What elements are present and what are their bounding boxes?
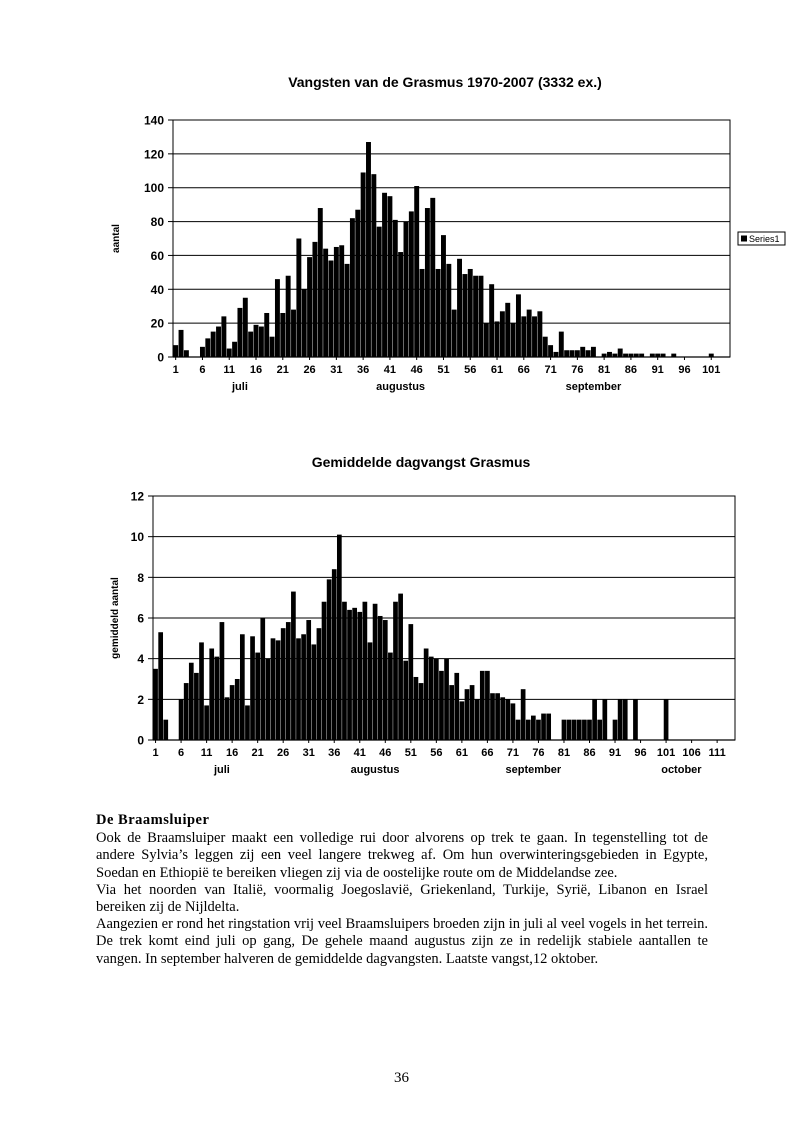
y-tick-label: 4 xyxy=(137,652,144,667)
y-tick-label: 6 xyxy=(137,611,144,626)
bar xyxy=(500,697,505,740)
bar xyxy=(373,604,378,740)
page-number: 36 xyxy=(394,1070,409,1086)
x-tick-label: 86 xyxy=(583,747,596,759)
bar xyxy=(214,657,219,740)
month-label: augustus xyxy=(350,764,400,776)
bar xyxy=(254,325,259,357)
month-label: september xyxy=(505,764,562,776)
bar xyxy=(296,239,301,358)
x-tick-label: 106 xyxy=(682,747,701,759)
bar xyxy=(446,264,451,357)
bar xyxy=(449,685,454,740)
bar xyxy=(311,644,316,740)
x-tick-label: 101 xyxy=(702,364,721,376)
bar xyxy=(393,220,398,357)
y-tick-label: 140 xyxy=(143,113,164,128)
bar xyxy=(511,323,516,357)
bar xyxy=(245,705,250,740)
x-tick-label: 1 xyxy=(172,364,179,376)
bar xyxy=(307,257,312,357)
bar xyxy=(211,332,216,357)
y-tick-label: 40 xyxy=(150,282,164,297)
bar xyxy=(470,685,475,740)
bar xyxy=(537,311,542,357)
bar xyxy=(357,612,362,740)
bar xyxy=(536,720,541,740)
x-tick-label: 86 xyxy=(624,364,638,376)
bar xyxy=(260,618,265,740)
bar xyxy=(383,620,388,740)
bar xyxy=(270,337,275,357)
x-tick-label: 1 xyxy=(152,747,159,759)
bar xyxy=(199,642,204,740)
bar xyxy=(240,634,245,740)
bar xyxy=(439,671,444,740)
bar xyxy=(255,653,260,740)
bar xyxy=(275,279,280,357)
bar xyxy=(388,653,393,740)
y-tick-label: 10 xyxy=(130,530,144,545)
bar xyxy=(220,622,225,740)
bar xyxy=(430,198,435,357)
bar xyxy=(153,669,158,740)
y-tick-label: 0 xyxy=(137,733,144,748)
bar xyxy=(414,677,419,740)
bar xyxy=(429,657,434,740)
x-tick-label: 91 xyxy=(651,364,664,376)
bar xyxy=(237,308,242,357)
bar xyxy=(460,701,465,740)
x-tick-label: 56 xyxy=(464,364,477,376)
bar xyxy=(580,347,585,357)
bar xyxy=(570,350,575,357)
bar xyxy=(332,569,337,740)
bar xyxy=(264,313,269,357)
bar xyxy=(473,276,478,357)
y-axis-label: aantal xyxy=(111,224,122,253)
bar xyxy=(420,269,425,357)
bar xyxy=(235,679,240,740)
bar xyxy=(334,247,339,357)
bar xyxy=(408,624,413,740)
bar xyxy=(436,269,441,357)
bar xyxy=(322,602,327,740)
x-tick-label: 11 xyxy=(200,747,213,759)
bar xyxy=(205,338,210,357)
legend xyxy=(738,232,785,245)
bar xyxy=(378,616,383,740)
bar xyxy=(179,699,184,740)
bar xyxy=(511,703,516,740)
bar xyxy=(312,242,317,357)
month-label: september xyxy=(565,381,622,393)
bar xyxy=(462,274,467,357)
x-tick-label: 6 xyxy=(199,364,206,376)
bar xyxy=(337,535,342,740)
x-tick-label: 66 xyxy=(517,364,530,376)
bar xyxy=(352,608,357,740)
bar xyxy=(500,311,505,357)
chart-title: Gemiddelde dagvangst Grasmus xyxy=(311,454,531,470)
bar xyxy=(243,298,248,357)
bar xyxy=(286,276,291,357)
bar xyxy=(516,294,521,357)
x-tick-label: 11 xyxy=(223,364,236,376)
bar xyxy=(521,316,526,357)
bar xyxy=(553,352,558,357)
x-tick-label: 66 xyxy=(481,747,494,759)
x-tick-label: 81 xyxy=(598,364,611,376)
chart-gemiddelde-dagvangst xyxy=(0,445,803,800)
y-tick-label: 8 xyxy=(137,570,144,585)
bar xyxy=(387,196,392,357)
bar xyxy=(339,245,344,357)
x-tick-label: 26 xyxy=(277,747,290,759)
bar xyxy=(414,186,419,357)
bar xyxy=(301,634,306,740)
x-tick-label: 41 xyxy=(353,747,366,759)
bar xyxy=(562,720,567,740)
x-tick-label: 76 xyxy=(532,747,545,759)
x-tick-label: 81 xyxy=(557,747,571,759)
bar xyxy=(204,705,209,740)
bar xyxy=(318,208,323,357)
x-tick-label: 31 xyxy=(302,747,315,759)
x-tick-label: 26 xyxy=(303,364,316,376)
bar xyxy=(361,172,366,357)
bar xyxy=(452,310,457,357)
bar xyxy=(189,663,194,740)
chart-vangsten-svg xyxy=(0,60,803,420)
x-tick-label: 31 xyxy=(330,364,343,376)
bar xyxy=(484,323,489,357)
legend-swatch xyxy=(741,236,747,242)
y-axis-label: gemiddeld aantal xyxy=(110,577,121,659)
x-tick-label: 111 xyxy=(708,747,726,759)
x-tick-label: 101 xyxy=(656,747,676,759)
bar xyxy=(393,602,398,740)
legend-label: Series1 xyxy=(749,234,780,244)
x-tick-label: 16 xyxy=(249,364,263,376)
y-tick-label: 100 xyxy=(143,181,164,196)
bar xyxy=(424,649,429,741)
bar xyxy=(457,259,462,357)
bar xyxy=(475,699,480,740)
x-tick-label: 46 xyxy=(410,364,423,376)
x-tick-label: 71 xyxy=(506,747,520,759)
bar xyxy=(582,720,587,740)
bar xyxy=(291,310,296,357)
bar xyxy=(664,699,669,740)
bar xyxy=(548,345,553,357)
bar xyxy=(179,330,184,357)
bar xyxy=(419,683,424,740)
bar xyxy=(441,235,446,357)
bar xyxy=(489,284,494,357)
text-braamsluiper xyxy=(96,812,708,968)
bar xyxy=(377,227,382,357)
bar xyxy=(586,350,591,357)
bar xyxy=(216,327,221,357)
bar xyxy=(618,699,623,740)
bar xyxy=(597,720,602,740)
y-tick-label: 80 xyxy=(150,215,164,230)
bar xyxy=(173,345,178,357)
bar xyxy=(541,714,546,740)
bar xyxy=(302,289,307,357)
bar xyxy=(363,602,368,740)
bar xyxy=(567,720,572,740)
bar xyxy=(355,210,360,357)
paragraph-1: Ook de Braamsluiper maakt een volledige rui door alvorens op trek te gaan. In tegenstelling tot de andere Sylvia’s leggen zij een veel langere trekweg af. Om hun overwinteringsgebieden in Egypte, Soedan en Ethiopië te bereiken vliegen zij via de oostelijke route om de Middelandse zee. xyxy=(96,830,708,881)
x-tick-label: 41 xyxy=(383,364,397,376)
section-heading: De Braamsluiper xyxy=(96,812,210,828)
bar xyxy=(398,252,403,357)
bar xyxy=(221,316,226,357)
y-tick-label: 60 xyxy=(150,248,164,263)
x-tick-label: 21 xyxy=(276,364,289,376)
bar xyxy=(200,347,205,357)
bar xyxy=(329,261,334,357)
bar xyxy=(323,249,328,357)
bar xyxy=(227,349,232,357)
chart-vangsten-grasmus xyxy=(0,60,803,425)
bar xyxy=(468,269,473,357)
y-tick-label: 2 xyxy=(137,692,144,707)
month-label: october xyxy=(661,764,702,776)
bar xyxy=(345,264,350,357)
bar xyxy=(184,683,189,740)
x-tick-label: 46 xyxy=(379,747,392,759)
bar xyxy=(591,347,596,357)
bar xyxy=(490,693,495,740)
paragraph-2: Via het noorden van Italië, voormalig Joegoslavië, Griekenland, Turkije, Syrië, Libanon en Israel bereiken zij de Nijldelta. xyxy=(96,881,708,916)
bar xyxy=(296,638,301,740)
bar xyxy=(248,332,253,357)
bar xyxy=(521,689,526,740)
bar xyxy=(465,689,470,740)
bar xyxy=(587,720,592,740)
bar xyxy=(366,142,371,357)
x-tick-label: 36 xyxy=(357,364,370,376)
bar xyxy=(425,208,430,357)
x-tick-label: 61 xyxy=(490,364,504,376)
bar xyxy=(232,342,237,357)
bar xyxy=(403,661,408,740)
bar xyxy=(516,720,521,740)
bar xyxy=(572,720,577,740)
bar xyxy=(276,640,281,740)
bar xyxy=(382,193,387,357)
bar xyxy=(564,350,569,357)
bar xyxy=(371,174,376,357)
bar xyxy=(577,720,582,740)
bar xyxy=(559,332,564,357)
bar xyxy=(281,628,286,740)
x-tick-label: 61 xyxy=(455,747,468,759)
bar xyxy=(505,303,510,357)
bar xyxy=(306,620,311,740)
x-tick-label: 96 xyxy=(678,364,691,376)
bar xyxy=(495,321,500,357)
chart-dagvangst-svg xyxy=(0,445,803,795)
month-label: augustus xyxy=(376,381,426,393)
x-tick-label: 56 xyxy=(430,747,443,759)
bar xyxy=(532,316,537,357)
bar xyxy=(259,327,264,357)
bar xyxy=(404,222,409,357)
bar xyxy=(271,638,276,740)
plot-area xyxy=(173,120,730,357)
x-tick-label: 51 xyxy=(404,747,417,759)
bar xyxy=(194,673,199,740)
y-tick-label: 20 xyxy=(150,316,164,331)
month-label: juli xyxy=(232,381,248,393)
bar xyxy=(575,350,580,357)
bar xyxy=(526,720,531,740)
x-tick-label: 71 xyxy=(544,364,557,376)
bar xyxy=(485,671,490,740)
bar xyxy=(495,693,500,740)
bar xyxy=(250,636,255,740)
bar xyxy=(398,594,403,740)
x-tick-label: 6 xyxy=(178,747,185,759)
bar xyxy=(327,579,332,740)
bar xyxy=(286,622,291,740)
bar xyxy=(280,313,285,357)
bar xyxy=(347,610,352,740)
bar xyxy=(409,211,414,357)
y-tick-label: 0 xyxy=(157,350,164,365)
bar xyxy=(291,592,296,740)
x-tick-label: 91 xyxy=(608,747,622,759)
bar xyxy=(505,699,510,740)
month-label: juli xyxy=(213,764,230,776)
y-tick-label: 12 xyxy=(130,489,144,504)
chart-title: Vangsten van de Grasmus 1970-2007 (3332 ex.) xyxy=(288,74,602,90)
bar xyxy=(602,699,607,740)
bar xyxy=(444,659,449,740)
bar xyxy=(531,716,536,740)
bar xyxy=(225,697,230,740)
bar xyxy=(546,714,551,740)
bar xyxy=(527,310,532,357)
x-tick-label: 96 xyxy=(634,747,647,759)
x-tick-label: 76 xyxy=(571,364,584,376)
bar xyxy=(342,602,347,740)
bar xyxy=(434,659,439,740)
y-tick-label: 120 xyxy=(143,147,164,162)
bar xyxy=(613,720,618,740)
bar xyxy=(623,699,628,740)
bar xyxy=(618,349,623,357)
bar xyxy=(592,699,597,740)
bar xyxy=(350,218,355,357)
bar xyxy=(317,628,322,740)
bar xyxy=(368,642,373,740)
x-tick-label: 51 xyxy=(437,364,450,376)
bar xyxy=(266,659,271,740)
bar xyxy=(543,337,548,357)
bar xyxy=(158,632,163,740)
bar xyxy=(184,350,189,357)
bar xyxy=(230,685,235,740)
x-tick-label: 16 xyxy=(226,747,239,759)
bar xyxy=(163,720,168,740)
bar xyxy=(480,671,485,740)
x-tick-label: 21 xyxy=(251,747,264,759)
x-tick-label: 36 xyxy=(328,747,341,759)
bar xyxy=(633,699,638,740)
bar xyxy=(607,352,612,357)
bar xyxy=(209,649,214,741)
bar xyxy=(478,276,483,357)
paragraph-3: Aangezien er rond het ringstation vrij veel Braamsluipers broeden zijn in juli al veel vogels in het terrein. De trek komt eind juli op gang, De gehele maand augustus zijn ze in redelijk stabiele aantallen te vangen. In september halveren de gemiddelde dagvangsten. Laatste vangst,12 oktober. xyxy=(96,916,708,967)
bar xyxy=(454,673,459,740)
